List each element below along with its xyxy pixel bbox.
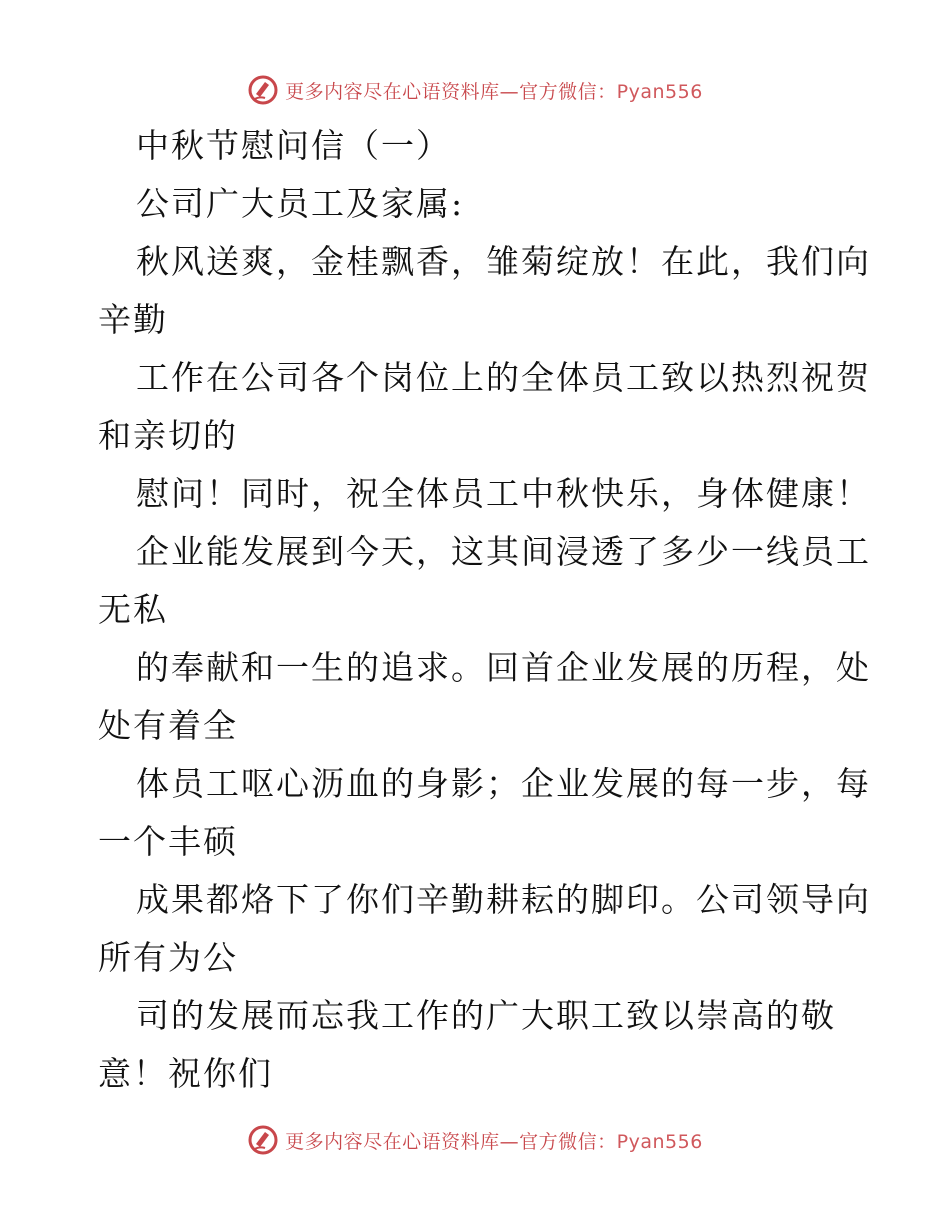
letter-text-line: 成果都烙下了你们辛勤耕耘的脚印。公司领导向 <box>136 880 871 919</box>
letter-body <box>98 117 871 1103</box>
header-handle: Pyan556 <box>616 80 703 103</box>
brand-logo-icon <box>247 1124 279 1156</box>
letter-text-line: 的奉献和一生的追求。回首企业发展的历程，处 <box>136 648 871 687</box>
letter-text-line: 和亲切的 <box>98 416 238 455</box>
letter-text-line: 企业能发展到今天，这其间浸透了多少一线员工 <box>136 532 871 571</box>
footer-brand-text: 更多内容尽在心语资料库—官方微信：Pyan556 <box>285 1130 703 1153</box>
letter-title: 中秋节慰问信（一） <box>136 126 451 165</box>
letter-text-line: 处有着全 <box>98 706 238 745</box>
letter-text-line: 无私 <box>98 590 168 629</box>
letter-text-line: 所有为公 <box>98 938 238 977</box>
page-footer <box>0 1120 950 1160</box>
letter-text-line: 慰问！同时，祝全体员工中秋快乐，身体健康！ <box>136 474 871 513</box>
brand-logo-icon <box>247 74 279 106</box>
letter-text-line: 一个丰硕 <box>98 822 238 861</box>
letter-text-line: 辛勤 <box>98 300 168 339</box>
letter-text-line: 意！祝你们 <box>98 1054 273 1093</box>
letter-text-line: 秋风送爽，金桂飘香，雏菊绽放！在此，我们向 <box>136 242 871 281</box>
header-brand-text: 更多内容尽在心语资料库—官方微信：Pyan556 <box>285 80 703 103</box>
footer-handle: Pyan556 <box>616 1130 703 1153</box>
letter-salutation: 公司广大员工及家属: <box>136 184 465 223</box>
letter-text-line: 司的发展而忘我工作的广大职工致以崇高的敬 <box>136 996 836 1035</box>
letter-text-line: 工作在公司各个岗位上的全体员工致以热烈祝贺 <box>136 358 871 397</box>
page-header <box>0 70 950 110</box>
letter-text-line: 体员工呕心沥血的身影；企业发展的每一步，每 <box>136 764 871 803</box>
